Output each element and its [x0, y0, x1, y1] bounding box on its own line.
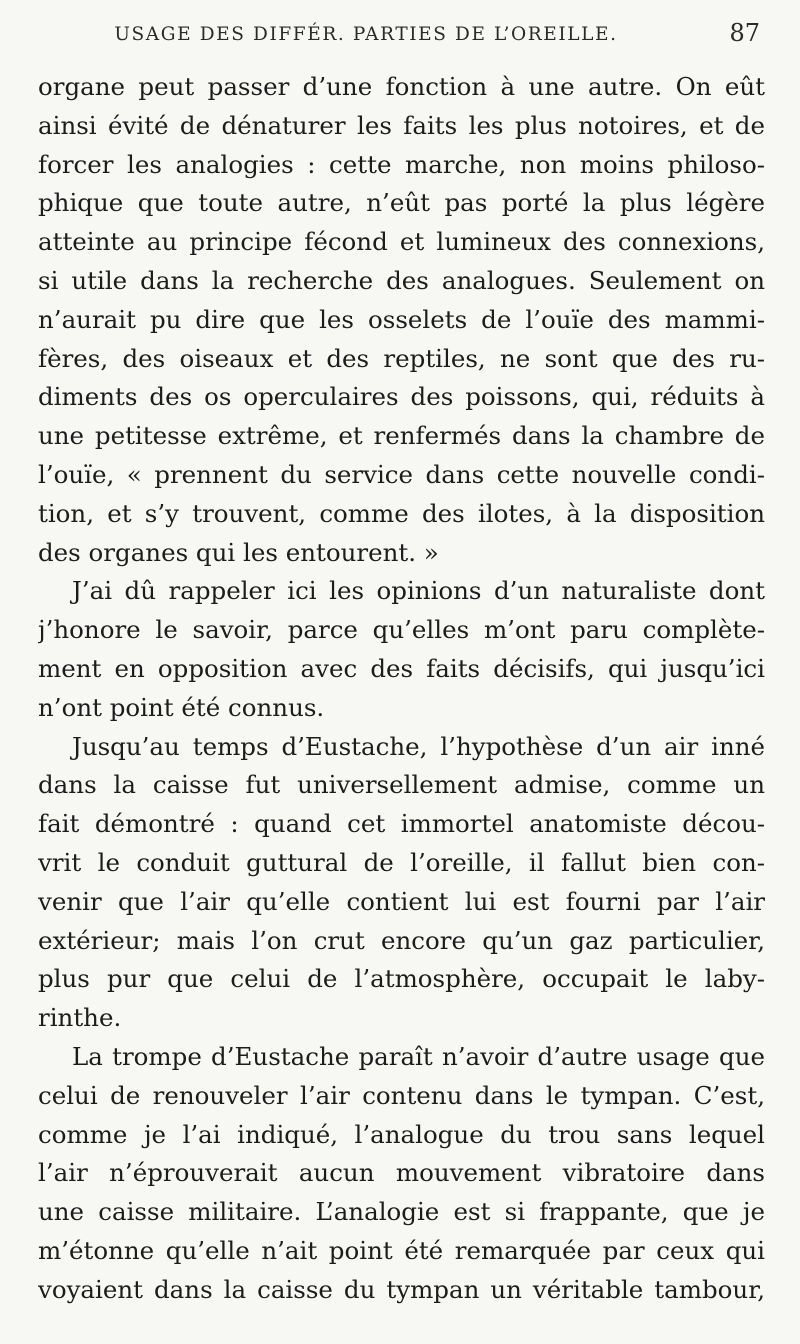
text-line: Jusqu’au temps d’Eustache, l’hypothèse d’un air inné: [72, 731, 765, 761]
text-line: forcer les analogies : cette marche, non moins philoso-: [38, 149, 765, 179]
text-line: l’ouïe, « prennent du service dans cette nouvelle condi-: [38, 459, 765, 489]
paragraph: [38, 728, 765, 1038]
text-line: ment en opposition avec des faits décisifs, qui jusqu’ici: [38, 653, 765, 683]
paragraph: [38, 1038, 765, 1310]
text-line: j’honore le savoir, parce qu’elles m’ont paru complète-: [38, 615, 765, 645]
page-number: 87: [729, 19, 760, 47]
running-head: [40, 18, 764, 52]
text-line: tion, et s’y trouvent, comme des ilotes, à la disposition: [38, 498, 765, 528]
text-line: extérieur; mais l’on crut encore qu’un gaz particulier,: [38, 925, 765, 955]
text-line: ainsi évité de dénaturer les faits les plus notoires, et de: [38, 110, 765, 140]
paragraph: [38, 68, 765, 572]
running-title: USAGE DES DIFFÉR. PARTIES DE L’OREILLE.: [114, 24, 618, 45]
text-line: dans la caisse fut universellement admise, comme un: [38, 770, 765, 800]
text-line: fères, des oiseaux et des reptiles, ne sont que des ru-: [38, 343, 765, 373]
text-line: celui de renouveler l’air contenu dans le tympan. C’est,: [38, 1080, 765, 1110]
text-line: comme je l’ai indiqué, l’analogue du trou sans lequel: [38, 1119, 765, 1149]
text-line: organe peut passer d’une fonction à une autre. On eût: [38, 72, 765, 101]
body-text: [38, 68, 765, 1310]
text-line: si utile dans la recherche des analogues. Seulement on: [38, 265, 765, 295]
text-line: phique que toute autre, n’eût pas porté la plus légère: [38, 188, 765, 218]
text-line: une caisse militaire. L’analogie est si frappante, que je: [38, 1197, 765, 1227]
text-line: voyaient dans la caisse du tympan un véritable tambour,: [38, 1274, 765, 1304]
text-line: une petitesse extrême, et renfermés dans la chambre de: [38, 421, 765, 451]
text-line: plus pur que celui de l’atmosphère, occupait le laby-: [38, 964, 765, 994]
text-line: m’étonne qu’elle n’ait point été remarquée par ceux qui: [38, 1235, 765, 1265]
text-line: l’air n’éprouverait aucun mouvement vibratoire dans: [38, 1158, 765, 1188]
text-line: J’ai dû rappeler ici les opinions d’un naturaliste dont: [72, 576, 765, 606]
text-line: n’ont point été connus.: [38, 692, 325, 722]
text-line: fait démontré : quand cet immortel anatomiste décou-: [38, 809, 765, 839]
text-line: atteinte au principe fécond et lumineux des connexions,: [38, 227, 765, 257]
paragraph: [38, 572, 765, 727]
text-line: rinthe.: [38, 1003, 122, 1033]
text-line: n’aurait pu dire que les osselets de l’ouïe des mammi-: [38, 304, 765, 334]
text-line: des organes qui les entourent. »: [38, 537, 439, 567]
text-line: La trompe d’Eustache paraît n’avoir d’autre usage que: [72, 1041, 765, 1071]
text-line: venir que l’air qu’elle contient lui est fourni par l’air: [38, 886, 765, 916]
text-line: diments des os operculaires des poissons, qui, réduits à: [38, 382, 765, 412]
text-line: vrit le conduit guttural de l’oreille, il fallut bien con-: [38, 847, 765, 877]
